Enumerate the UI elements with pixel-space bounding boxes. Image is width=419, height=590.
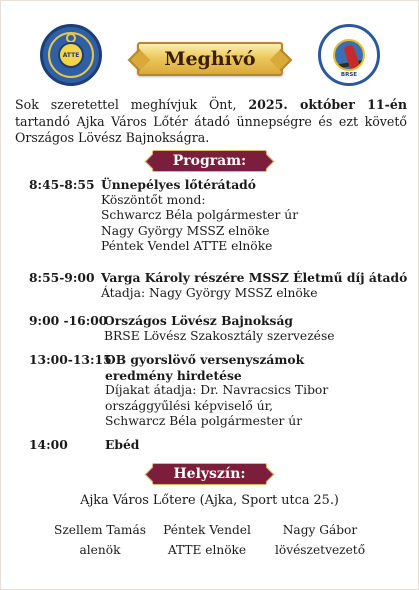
- program-time: 9:00 -16:00: [29, 313, 108, 328]
- signatory-name: Nagy Gábor: [282, 523, 358, 537]
- program-body: [104, 313, 409, 344]
- program-body: [101, 177, 406, 255]
- location-heading: Helyszín:: [173, 466, 246, 482]
- shooter-icon: [333, 39, 365, 71]
- program-body: [105, 437, 410, 453]
- program-banner: [152, 150, 267, 172]
- intro-part-2: tartandó Ajka Város Lőtér átadó ünnepségre és ezt követő Országos Lövész Bajnokságra.: [15, 113, 407, 145]
- page-title: Meghívó: [164, 48, 256, 70]
- program-line: Schwarcz Béla polgármester úr: [105, 414, 303, 428]
- program-line: országgyűlési képviselő úr,: [105, 398, 274, 413]
- signatory-role: lövészetvezető: [274, 543, 366, 557]
- brse-logo: [318, 24, 380, 86]
- program-line: BRSE Lövész Szakosztály szervezése: [104, 328, 335, 343]
- program-time: 8:55-9:00: [29, 270, 95, 285]
- signatory-name: Péntek Vendel: [163, 523, 251, 537]
- atte-logo: [40, 24, 102, 86]
- intro-part-1: Sok szeretettel meghívjuk Önt,: [15, 97, 249, 112]
- logo-center: [58, 42, 84, 68]
- program-line: Köszöntőt mond:: [101, 192, 206, 207]
- program-time: 13:00-13:15: [29, 352, 112, 367]
- signatory: [260, 520, 380, 560]
- signatory-role: alenök: [79, 543, 121, 557]
- intro-text: [15, 97, 407, 147]
- program-title: OB gyorslövő versenyszámok: [105, 352, 305, 367]
- program-line: Nagy György MSSZ elnöke: [101, 223, 270, 238]
- program-heading: Program:: [172, 153, 247, 169]
- location-banner: [152, 463, 267, 485]
- event-date: 2025. október 11-én: [248, 97, 408, 112]
- signatory: [147, 520, 267, 560]
- program-title: Országos Lövész Bajnokság: [104, 313, 294, 328]
- program-title: Ünnepélyes lőtérátadó: [101, 177, 256, 192]
- program-time: 14:00: [29, 437, 68, 452]
- signatory-role: ATTE elnöke: [167, 543, 247, 557]
- program-time: 8:45-8:55: [29, 177, 95, 192]
- program-line: Schwarcz Béla polgármester úr: [101, 208, 299, 222]
- address: Ajka Város Lőtere (Ajka, Sport utca 25.): [80, 493, 339, 508]
- logo-left-text: ATTE: [62, 51, 80, 59]
- title-banner: [137, 42, 283, 76]
- program-line: Díjakat átadja: Dr. Navracsics Tibor: [105, 383, 329, 397]
- program-body: [105, 352, 410, 430]
- signatory: [40, 520, 160, 560]
- program-title: eredmény hirdetése: [105, 367, 242, 383]
- program-line: Péntek Vendel ATTE elnöke: [101, 239, 273, 253]
- signatory-name: Szellem Tamás: [54, 523, 146, 537]
- logo-right-text: BRSE: [340, 72, 358, 78]
- program-line: Átadja: Nagy György MSSZ elnöke: [101, 285, 318, 300]
- program-title: Varga Károly részére MSSZ Életmű díj átadó: [101, 270, 408, 285]
- program-body: [101, 270, 406, 301]
- program-title: Ebéd: [105, 437, 140, 452]
